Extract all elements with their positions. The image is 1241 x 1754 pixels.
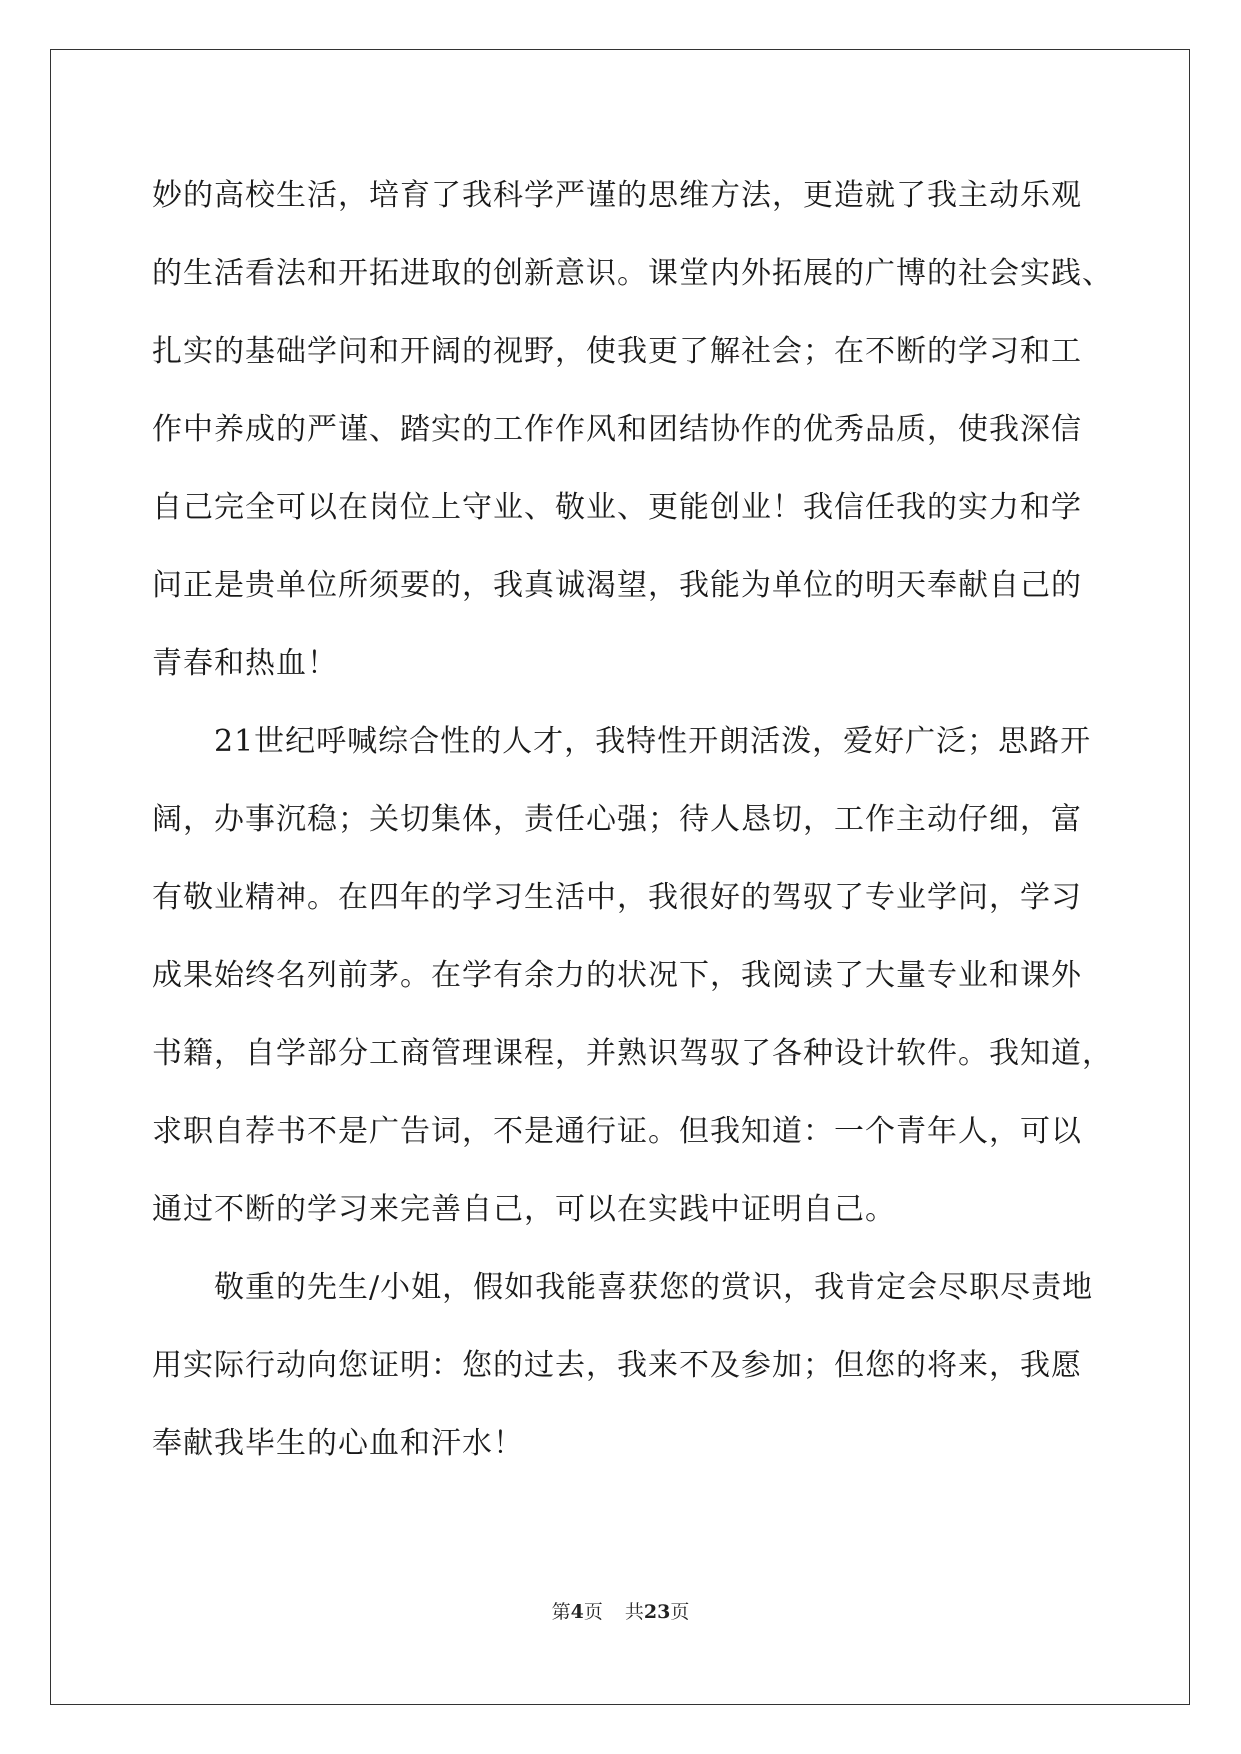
text-line: 奉献我毕生的心血和汗水！ [152,1426,524,1461]
text-line: 用实际行动向您证明：您的过去，我来不及参加；但您的将来，我愿 [152,1348,1082,1383]
total-pages-prefix: 共 [624,1601,644,1623]
text-line: 成果始终名列前茅。在学有余力的状况下，我阅读了大量专业和课外 [152,958,1082,993]
current-page-number: 4 [570,1601,584,1623]
text-line: 的生活看法和开拓进取的创新意识。课堂内外拓展的广博的社会实践、 [152,256,1113,291]
text-line: 作中养成的严谨、踏实的工作作风和团结协作的优秀品质，使我深信 [152,412,1082,447]
text-line: 自己完全可以在岗位上守业、敬业、更能创业！我信任我的实力和学 [152,490,1082,525]
text-line: 有敬业精神。在四年的学习生活中，我很好的驾驭了专业学问，学习 [152,880,1082,915]
total-pages-number: 23 [643,1601,671,1623]
paragraph-start-line: 敬重的先生/小姐，假如我能喜获您的赏识，我肯定会尽职尽责地 [214,1270,1094,1305]
page-footer [0,1597,1241,1624]
text-line: 求职自荐书不是广告词，不是通行证。但我知道：一个青年人，可以 [152,1114,1082,1149]
paragraph-start-line: 21世纪呼喊综合性的人才，我特性开朗活泼，爱好广泛；思路开 [214,724,1092,759]
total-pages-suffix: 页 [670,1601,690,1623]
document-body [152,166,1112,1492]
text-line: 书籍，自学部分工商管理课程，并熟识驾驭了各种设计软件。我知道， [152,1036,1113,1071]
page-number-prefix: 第 [551,1601,571,1623]
text-line: 通过不断的学习来完善自己，可以在实践中证明自己。 [152,1192,896,1227]
text-line: 妙的高校生活，培育了我科学严谨的思维方法，更造就了我主动乐观 [152,178,1082,213]
text-line: 问正是贵单位所须要的，我真诚渴望，我能为单位的明天奉献自己的 [152,568,1082,603]
text-line: 扎实的基础学问和开阔的视野，使我更了解社会；在不断的学习和工 [152,334,1082,369]
text-line: 青春和热血！ [152,646,338,681]
text-line: 阔，办事沉稳；关切集体，责任心强；待人恳切，工作主动仔细，富 [152,802,1082,837]
page-number-suffix: 页 [583,1601,603,1623]
